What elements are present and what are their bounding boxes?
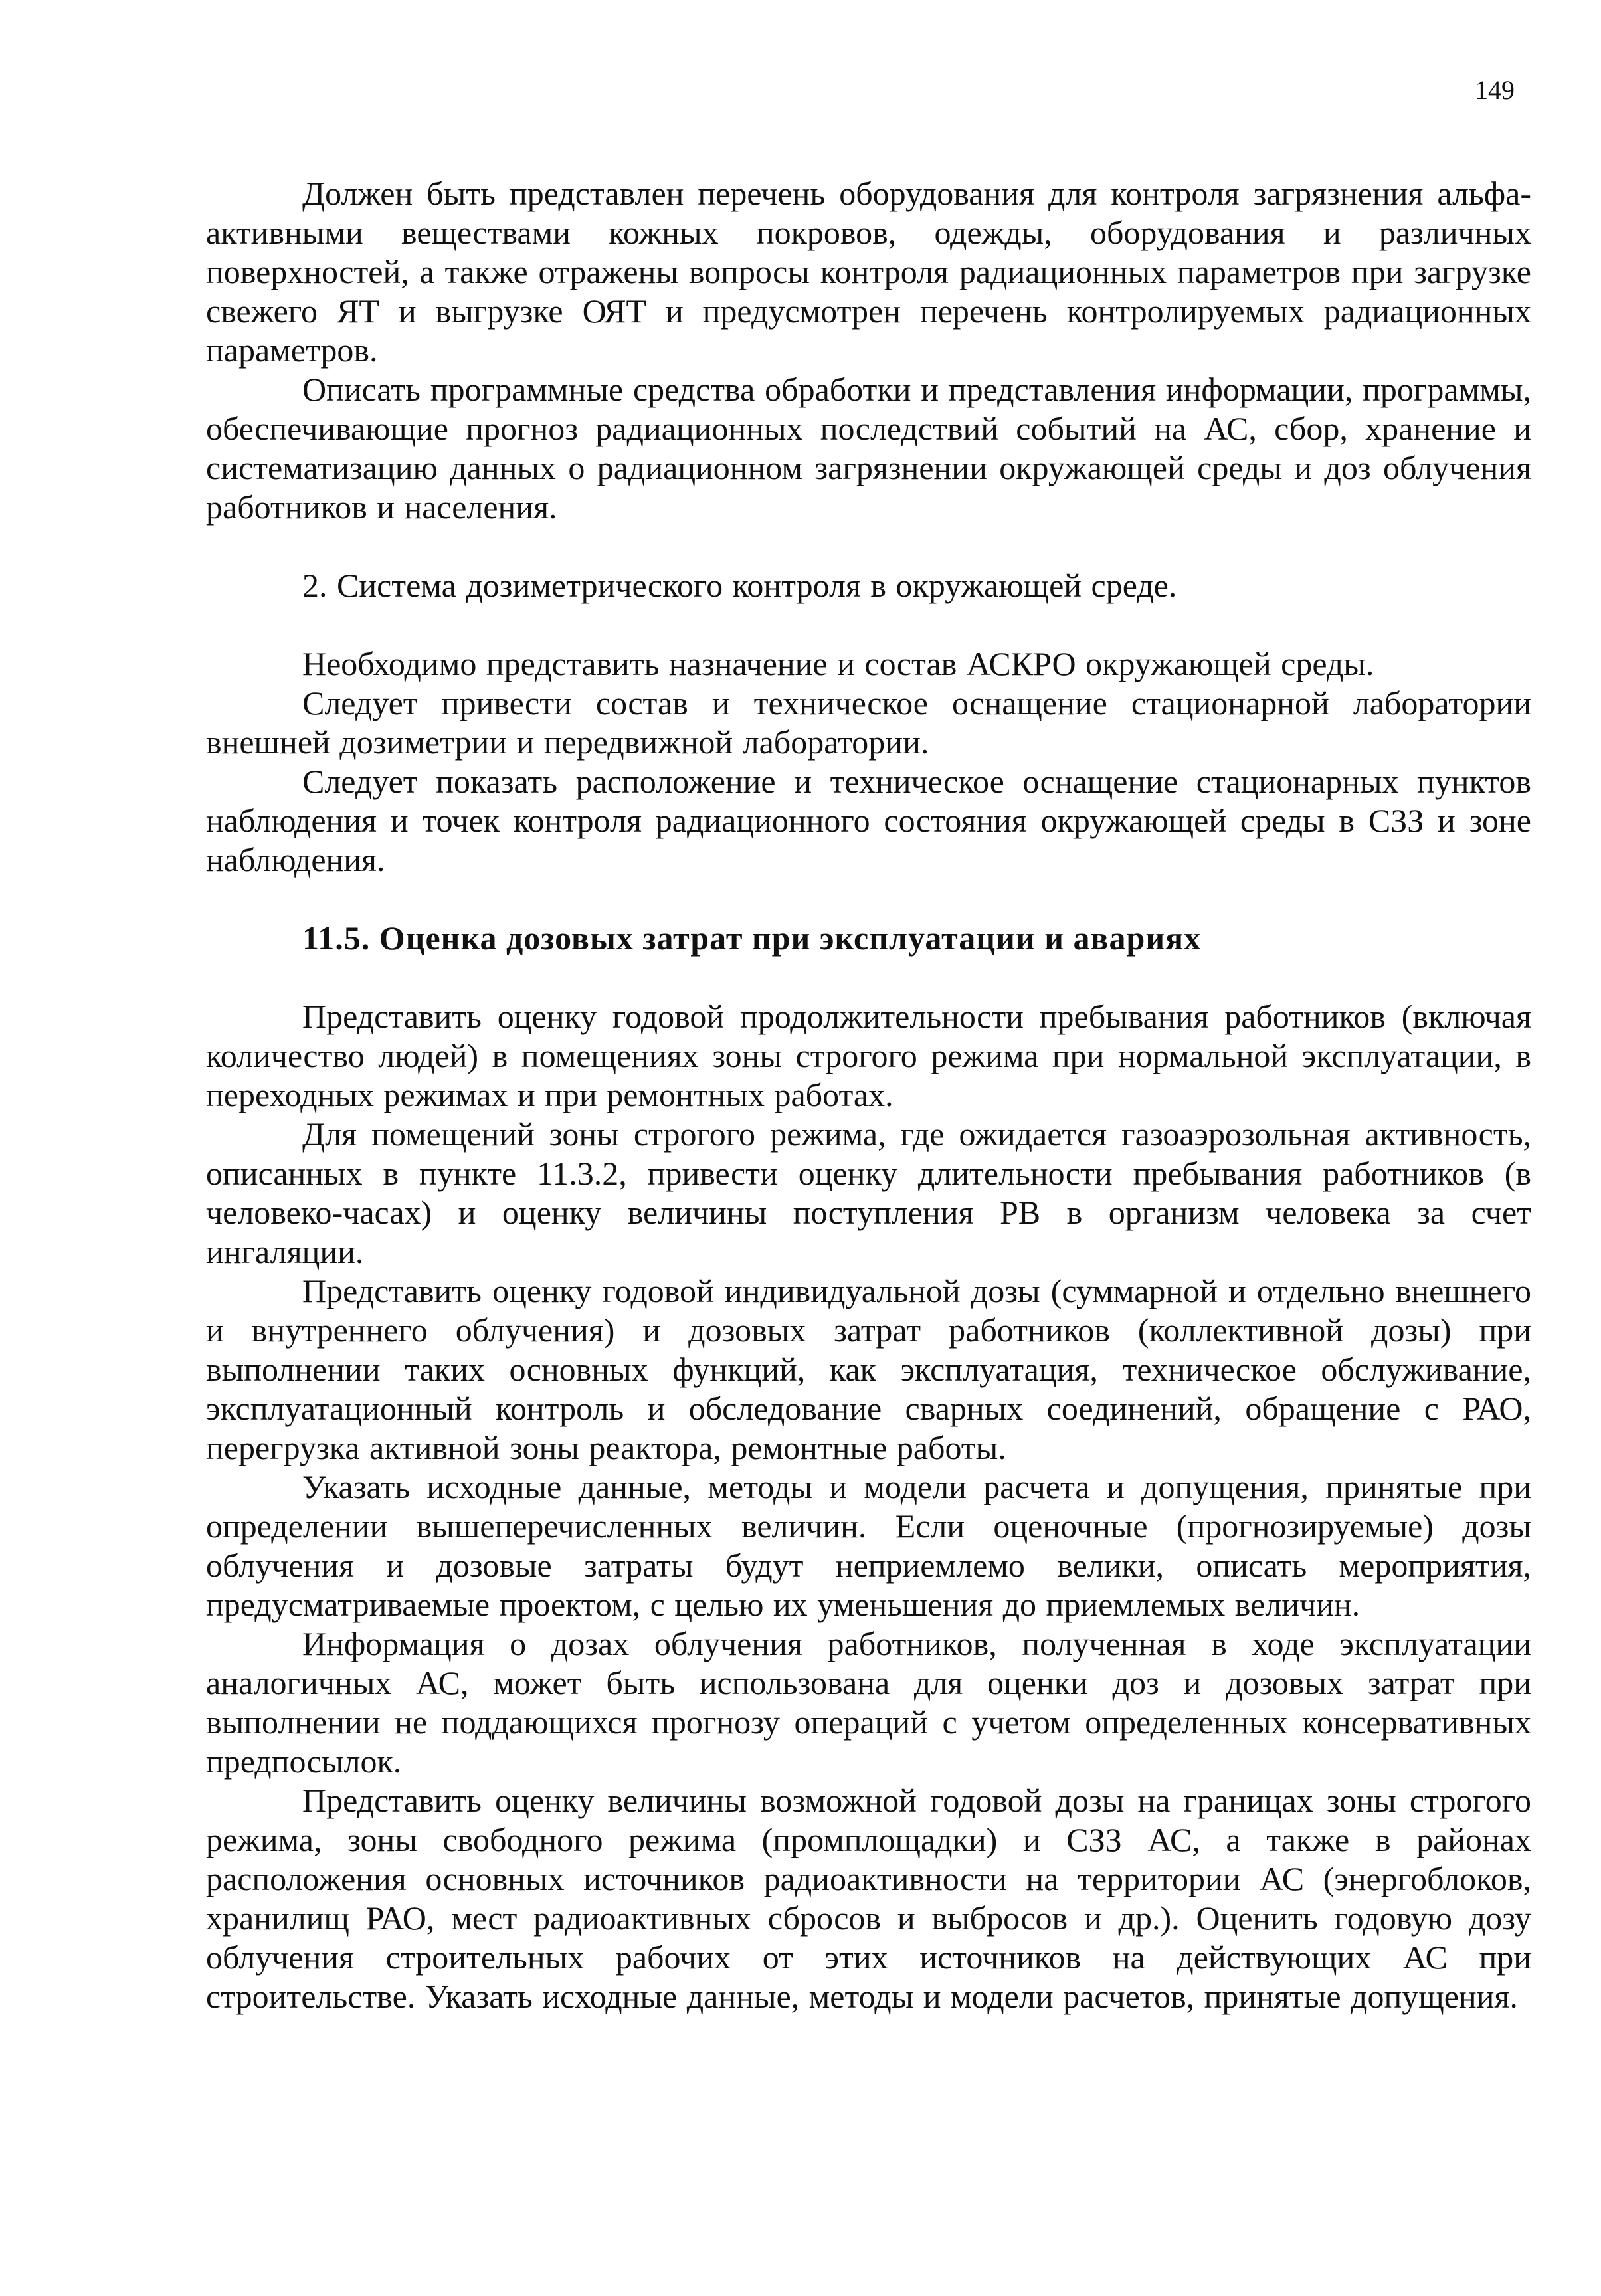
spacer — [206, 605, 1531, 644]
spacer — [206, 527, 1531, 566]
spacer — [206, 958, 1531, 997]
page-number: 149 — [1475, 75, 1515, 105]
paragraph-dosimetric-system: 2. Система дозиметрического контроля в окружающей среде. — [302, 567, 1177, 604]
page-content — [206, 174, 1531, 2016]
paragraph-observation-points: Следует показать расположение и техническое оснащение стационарных пунктов наблюдения и точек контроля радиационного состояния окружающей среды в СЗЗ и зоне наблюдения. — [206, 763, 1531, 878]
paragraph-annual-dose-boundaries: Представить оценку величины возможной годовой дозы на границах зоны строгого режима, зоны свободного режима (промплощадки) и СЗЗ АС, а также в районах расположения основных источников радиоактивности на территории АС (энергоблоков, хранилищ РАО, мест радиоактивных сбросов и выбросов и др.). Оценить годовую дозу облучения строительных рабочих от этих источников на действующих АС при строительстве. Указать исходные данные, методы и модели расчетов, принятые допущения. — [206, 1782, 1531, 2015]
paragraph-equipment-list: Должен быть представлен перечень оборудования для контроля загрязнения альфа-активными веществами кожных покровов, одежды, оборудования и различных поверхностей, а также отражены вопросы контроля радиационных параметров при загрузке свежего ЯТ и выгрузке ОЯТ и предусмотрен перечень контролируемых радиационных параметров. — [206, 175, 1531, 369]
paragraph-askro: Необходимо представить назначение и состав АСКРО окружающей среды. — [302, 645, 1374, 682]
section-heading: 11.5. Оценка дозовых затрат при эксплуатации и авариях — [302, 919, 1202, 957]
paragraph-analog-plants: Информация о дозах облучения работников, полученная в ходе эксплуатации аналогичных АС, может быть использована для оценки доз и дозовых затрат при выполнении не поддающихся прогнозу операций с учетом определенных консервативных предпосылок. — [206, 1625, 1531, 1780]
paragraph-aerosol-rooms: Для помещений зоны строгого режима, где ожидается газоаэрозольная активность, описанных в пункте 11.3.2, привести оценку длительности пребывания работников (в человеко-часах) и оценку величины поступления РВ в организм человека за счет ингаляции. — [206, 1115, 1531, 1270]
paragraph-software-tools: Описать программные средства обработки и представления информации, программы, обеспечивающие прогноз радиационных последствий событий на АС, сбор, хранение и систематизацию данных о радиационном загрязнении окружающей среды и доз облучения работников и населения. — [206, 371, 1531, 526]
paragraph-input-data: Указать исходные данные, методы и модели расчета и допущения, принятые при определении вышеперечисленных величин. Если оценочные (прогнозируемые) дозы облучения и дозовые затраты будут неприемлемо велики, описать мероприятия, предусматриваемые проектом, с целью их уменьшения до приемлемых величин. — [206, 1468, 1531, 1623]
paragraph-individual-dose: Представить оценку годовой индивидуальной дозы (суммарной и отдельно внешнего и внутреннего облучения) и дозовых затрат работников (коллективной дозы) при выполнении таких основных функций, как эксплуатация, техническое обслуживание, эксплуатационный контроль и обследование сварных соединений, обращение с РАО, перегрузка активной зоны реактора, ремонтные работы. — [206, 1272, 1531, 1466]
paragraph-laboratory: Следует привести состав и техническое оснащение стационарной лаборатории внешней дозиметрии и передвижной лаборатории. — [206, 684, 1531, 761]
spacer — [206, 880, 1531, 919]
paragraph-annual-stay: Представить оценку годовой продолжительности пребывания работников (включая количество людей) в помещениях зоны строгого режима при нормальной эксплуатации, в переходных режимах и при ремонтных работах. — [206, 998, 1531, 1113]
